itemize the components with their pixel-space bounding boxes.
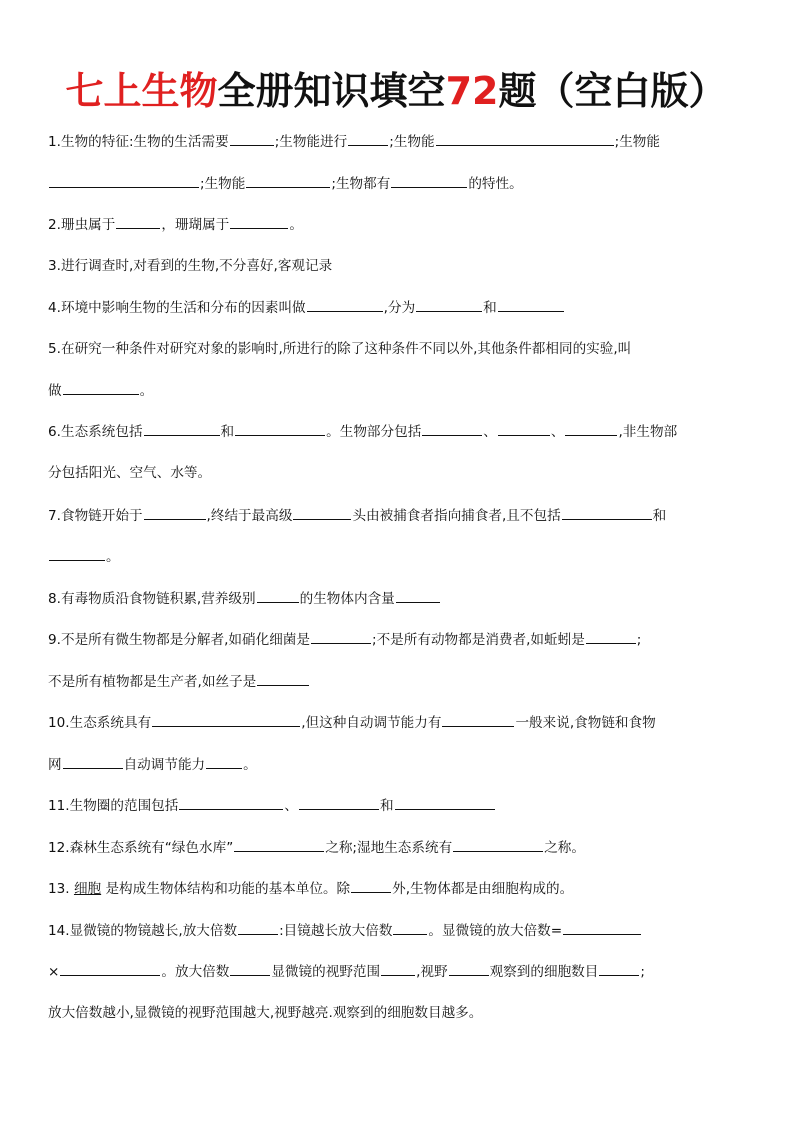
- answer-blank[interactable]: [63, 754, 123, 769]
- answer-blank[interactable]: [235, 421, 325, 436]
- q2-text: 。: [289, 217, 303, 233]
- question-3: [48, 256, 748, 276]
- answer-blank[interactable]: [230, 214, 288, 229]
- answer-blank[interactable]: [586, 629, 636, 644]
- question-1-line-1: [48, 131, 748, 152]
- q14-text: ×: [48, 964, 60, 980]
- answer-blank[interactable]: [246, 173, 330, 188]
- answer-blank[interactable]: [498, 297, 564, 312]
- q1-text: ;生物能: [389, 134, 435, 150]
- q10-text: 网: [48, 757, 62, 773]
- q5-text: 5.在研究一种条件对研究对象的影响时,所进行的除了这种条件不同以外,其他条件都相同的实验,叫: [48, 341, 632, 357]
- answer-blank[interactable]: [116, 214, 160, 229]
- answer-blank[interactable]: [49, 173, 199, 188]
- q9-text: 不是所有植物都是生产者,如丝子是: [48, 674, 257, 690]
- title-black-part: 全册知识填空: [217, 69, 446, 113]
- answer-blank[interactable]: [144, 421, 220, 436]
- answer-blank[interactable]: [348, 131, 388, 146]
- answer-blank[interactable]: [238, 920, 278, 935]
- q14-text: :目镜越长放大倍数: [279, 923, 393, 939]
- answer-blank[interactable]: [393, 920, 427, 935]
- q10-text: 自动调节能力: [123, 757, 206, 773]
- answer-blank[interactable]: [422, 421, 482, 436]
- q14-text: ;: [640, 964, 645, 980]
- q12-text: 12.森林生态系统有“绿色水库”: [48, 840, 234, 856]
- answer-blank[interactable]: [498, 421, 550, 436]
- title-number: 72: [445, 69, 499, 113]
- q11-text: 和: [379, 798, 394, 814]
- q4-text: 4.环境中影响生物的生活和分布的因素叫做: [48, 300, 306, 316]
- q10-text: ,但这种自动调节能力有: [301, 715, 442, 731]
- answer-blank[interactable]: [453, 837, 543, 852]
- answer-blank[interactable]: [381, 961, 415, 976]
- question-6-line-1: [48, 421, 748, 442]
- q4-text: 和: [483, 300, 497, 316]
- q2-text: ，珊瑚属于: [161, 217, 230, 233]
- q1-text: 1.生物的特征:生物的生活需要: [48, 134, 229, 150]
- q14-text: 。放大倍数: [161, 964, 230, 980]
- answer-blank[interactable]: [257, 588, 299, 603]
- question-14-line-3: [48, 1003, 748, 1023]
- q2-text: 2.珊虫属于: [48, 217, 116, 233]
- q7-text: ,终结于最高级: [206, 508, 293, 524]
- answer-blank[interactable]: [60, 961, 160, 976]
- question-7-line-1: [48, 505, 748, 526]
- q9-text: ;: [636, 632, 642, 648]
- answer-blank[interactable]: [562, 505, 652, 520]
- q9-text: ;不是所有动物都是消费者,如蚯蚓是: [371, 632, 585, 648]
- title-suffix: 题（空白版）: [498, 69, 727, 113]
- answer-blank[interactable]: [565, 421, 617, 436]
- q13-underlined-answer: 细胞: [73, 881, 102, 897]
- q7-text: 和: [652, 508, 667, 524]
- answer-blank[interactable]: [416, 297, 482, 312]
- question-5-line-2: [48, 380, 748, 401]
- q7-text: 头由被捕食者指向捕食者,且不包括: [352, 508, 561, 524]
- q6-text: 、: [550, 424, 565, 440]
- q4-text: ,分为: [383, 300, 416, 316]
- q6-text: 和: [220, 424, 235, 440]
- q1-text: ;生物能进行: [274, 134, 348, 150]
- q11-text: 、: [284, 798, 298, 814]
- answer-blank[interactable]: [230, 131, 274, 146]
- q5-text: 。: [139, 383, 154, 399]
- question-4: [48, 297, 748, 318]
- question-5-line-1: [48, 339, 748, 359]
- title-red-part: 七上生物: [65, 69, 218, 113]
- q13-text: 是构成生物体结构和功能的基本单位。除: [105, 881, 351, 897]
- question-14-line-2: [48, 961, 748, 982]
- question-7-line-2: [48, 546, 748, 567]
- answer-blank[interactable]: [391, 173, 467, 188]
- q11-text: 11.生物圈的范围包括: [48, 798, 179, 814]
- question-9-line-2: [48, 671, 748, 692]
- q5-text: 做: [48, 383, 62, 399]
- answer-blank[interactable]: [436, 131, 614, 146]
- question-13: [48, 878, 748, 899]
- q6-text: 。生物部分包括: [326, 424, 422, 440]
- question-1-line-2: [48, 173, 748, 194]
- answer-blank[interactable]: [234, 837, 324, 852]
- answer-blank[interactable]: [206, 754, 242, 769]
- q8-text: 的生物体内含量: [299, 591, 395, 607]
- q12-text: 之称;湿地生态系统有: [325, 840, 453, 856]
- question-11: [48, 795, 748, 816]
- answer-blank[interactable]: [351, 878, 391, 893]
- q14-text: 放大倍数越小,显微镜的视野范围越大,视野越亮.观察到的细胞数目越多。: [48, 1005, 483, 1021]
- q14-text: ,视野: [416, 964, 448, 980]
- page-title: [0, 66, 792, 116]
- answer-blank[interactable]: [179, 795, 283, 810]
- answer-blank[interactable]: [299, 795, 379, 810]
- q14-text: 观察到的细胞数目: [489, 964, 599, 980]
- q12-text: 之称。: [544, 840, 585, 856]
- q6-text: 、: [483, 424, 497, 440]
- answer-blank[interactable]: [230, 961, 270, 976]
- q6-text: ,非生物部: [618, 424, 678, 440]
- question-9-line-1: [48, 629, 748, 650]
- q7-text: 7.食物链开始于: [48, 508, 143, 524]
- answer-blank[interactable]: [307, 297, 383, 312]
- question-10-line-1: [48, 712, 748, 733]
- q14-text: 显微镜的视野范围: [271, 964, 381, 980]
- answer-blank[interactable]: [599, 961, 639, 976]
- question-10-line-2: [48, 754, 748, 775]
- answer-blank[interactable]: [257, 671, 309, 686]
- answer-blank[interactable]: [311, 629, 371, 644]
- q6-text: 分包括阳光、空气、水等。: [48, 465, 212, 481]
- answer-blank[interactable]: [442, 712, 514, 727]
- answer-blank[interactable]: [449, 961, 489, 976]
- answer-blank[interactable]: [293, 505, 351, 520]
- q14-text: 14.显微镜的物镜越长,放大倍数: [48, 923, 238, 939]
- answer-blank[interactable]: [396, 588, 440, 603]
- q1-text: ;生物能: [200, 176, 246, 192]
- answer-blank[interactable]: [395, 795, 495, 810]
- question-8: [48, 588, 748, 609]
- q10-text: 一般来说,食物链和食物: [515, 715, 656, 731]
- q13-text: 外,生物体都是由细胞构成的。: [392, 881, 574, 897]
- q14-text: 。显微镜的放大倍数=: [428, 923, 563, 939]
- q10-text: 。: [243, 757, 257, 773]
- q7-text: 。: [106, 549, 120, 565]
- answer-blank[interactable]: [152, 712, 300, 727]
- q3-text: 3.进行调查时,对看到的生物,不分喜好,客观记录: [48, 258, 333, 274]
- question-2: [48, 214, 748, 235]
- question-12: [48, 837, 748, 858]
- question-14-line-1: [48, 920, 748, 941]
- q1-text: ;生物都有: [331, 176, 391, 192]
- answer-blank[interactable]: [563, 920, 641, 935]
- q1-text: ;生物能: [614, 134, 660, 150]
- q8-text: 8.有毒物质沿食物链积累,营养级别: [48, 591, 256, 607]
- q1-text: 的特性。: [468, 176, 523, 192]
- q9-text: 9.不是所有微生物都是分解者,如硝化细菌是: [48, 632, 310, 648]
- answer-blank[interactable]: [144, 505, 206, 520]
- q6-text: 6.生态系统包括: [48, 424, 143, 440]
- question-6-line-2: [48, 463, 748, 483]
- answer-blank[interactable]: [49, 546, 105, 561]
- answer-blank[interactable]: [63, 380, 139, 395]
- q10-text: 10.生态系统具有: [48, 715, 152, 731]
- q13-text: 13.: [48, 881, 70, 897]
